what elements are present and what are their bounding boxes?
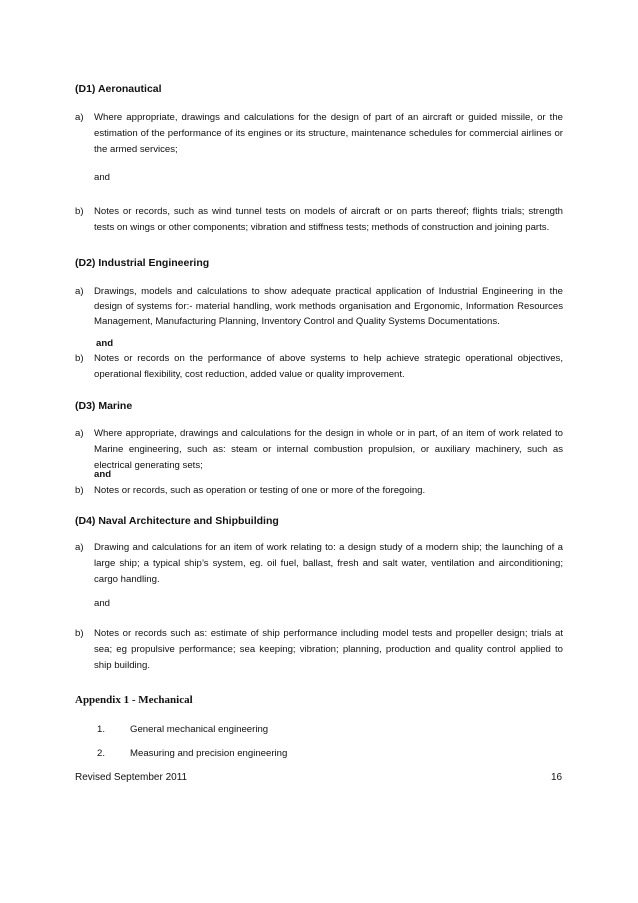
list-number: 1. [97, 724, 106, 735]
list-text: General mechanical engineering [130, 724, 269, 735]
item-label: b) [75, 485, 84, 496]
d4-item-b [75, 626, 563, 674]
item-text: Notes or records, such as wind tunnel tests on models of aircraft or on parts thereof; flights trials; strength tests on wings or other components; vibration and stiffness tests; methods of construction and joining parts. [94, 206, 563, 233]
item-text: Drawings, models and calculations to show adequate practical application of Industrial Engineering in the design of systems for:- material handling, work methods organisation and Ergonomic, Information Resources Management, Manufacturing Planning, Inventory Control and Quality Systems Documentations. [94, 286, 563, 327]
item-label: a) [75, 286, 84, 297]
d1-item-a [75, 110, 563, 158]
item-text: Notes or records, such as operation or testing of one or more of the foregoing. [94, 485, 426, 496]
d2-item-a [75, 284, 563, 329]
item-text: Where appropriate, drawings and calculations for the design of part of an aircraft or guided missile, or the estimation of the performance of its engines or its structure, maintenance schedules for commercial airlines or the armed services; [94, 112, 563, 155]
list-number: 2. [97, 748, 106, 759]
connector-and: and [94, 172, 111, 183]
item-text: Where appropriate, drawings and calculations for the design in whole or in part, of an item of work related to Marine engineering, such as: steam or internal combustion propulsion, or auxiliary machinery, such as electrical generating sets; [94, 428, 563, 471]
item-label: b) [75, 628, 84, 639]
d1-item-b [75, 204, 563, 236]
connector-and: and [96, 338, 114, 349]
item-label: a) [75, 112, 84, 123]
item-text: Notes or records on the performance of above systems to help achieve strategic operational objectives, operational flexibility, cost reduction, added value or quality improvement. [94, 353, 563, 380]
d2-item-b [75, 351, 563, 383]
section-heading-d4: (D4) Naval Architecture and Shipbuilding [75, 515, 279, 527]
item-label: a) [75, 428, 84, 439]
item-label: a) [75, 542, 84, 553]
section-heading-d1: (D1) Aeronautical [75, 83, 162, 95]
page-number: 16 [551, 772, 563, 783]
item-label: b) [75, 353, 84, 364]
appendix-list-item [97, 724, 268, 735]
item-label: b) [75, 206, 84, 217]
d3-item-a [75, 426, 563, 474]
list-text: Measuring and precision engineering [130, 748, 288, 759]
section-heading-d3: (D3) Marine [75, 400, 133, 412]
section-heading-d2: (D2) Industrial Engineering [75, 257, 210, 269]
d3-item-b [75, 483, 563, 499]
item-text: Notes or records such as: estimate of ship performance including model tests and propeller design; trials at sea; eg propulsive performance; sea keeping; vibration; planning, production and quality control applied to ship building. [94, 628, 563, 671]
connector-and: and [94, 469, 112, 480]
d4-item-a [75, 540, 563, 588]
connector-and: and [94, 598, 111, 609]
appendix-list-item [97, 748, 287, 759]
footer-revision: Revised September 2011 [75, 772, 188, 783]
appendix-title: Appendix 1 - Mechanical [75, 694, 193, 706]
item-text: Drawing and calculations for an item of work relating to: a design study of a modern ship; the launching of a large ship; a typical ship’s system, eg. oil fuel, ballast, fresh and salt water, ventilation and airconditioning; cargo handling. [94, 542, 563, 585]
